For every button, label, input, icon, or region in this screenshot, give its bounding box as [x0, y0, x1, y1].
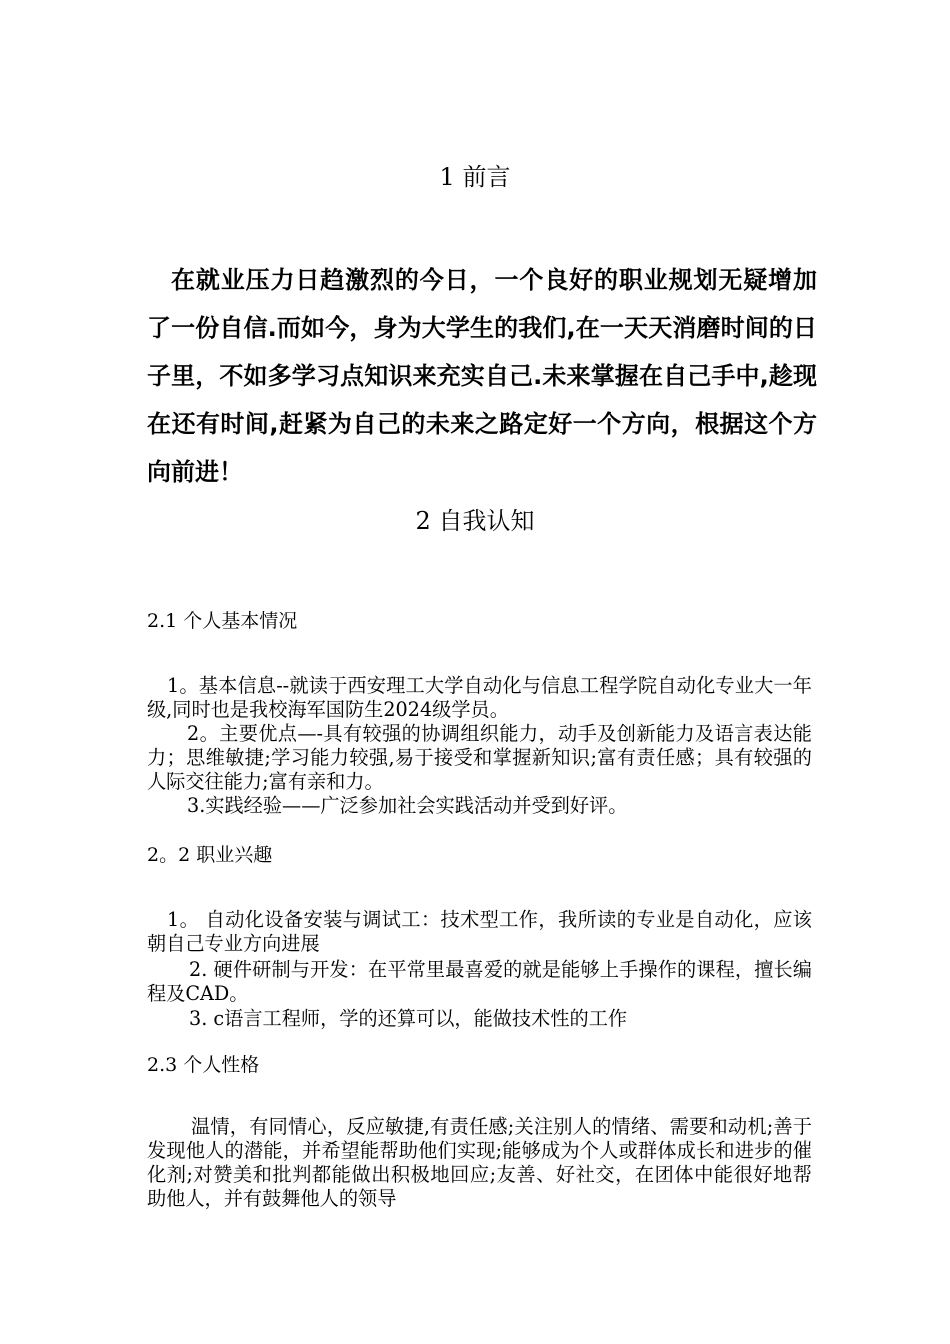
basic-info-item-1: 1。基本信息--就读于西安理工大学自动化与信息工程学院自动化专业大一年级,同时也是我校海军国防生2024级学员。 — [147, 674, 812, 721]
career-interest-item-3: 3. c语言工程师，学的还算可以，能做技术性的工作 — [189, 1007, 628, 1030]
career-interest-item-2: 2. 硬件研制与开发：在平常里最喜爱的就是能够上手操作的课程，擅长编程及CAD。 — [147, 958, 812, 1005]
career-interest-heading: 2。2 职业兴趣 — [147, 844, 273, 866]
basic-info-item-3: 3.实践经验——广泛参加社会实践活动并受到好评。 — [187, 794, 628, 817]
basic-info-item-2: 2。主要优点—-具有较强的协调组织能力，动手及创新能力及语言表达能力；思维敏捷;学习能力较强,易于接受和掌握新知识;富有责任感；具有较强的人际交往能力;富有亲和力。 — [147, 722, 812, 793]
preface-heading: 1 前言 — [439, 163, 511, 191]
personality-paragraph: 温情，有同情心，反应敏捷,有责任感;关注别人的情绪、需要和动机;善于发现他人的潜能，并希望能帮助他们实现;能够成为个人或群体成长和进步的催化剂;对赞美和批判都能做出积极地回应;友善、好社交，在团体中能很好地帮助他人，并有鼓舞他人的领导 — [147, 1115, 812, 1210]
self-awareness-heading: 2 自我认知 — [415, 507, 535, 535]
basic-info-heading: 2.1 个人基本情况 — [147, 610, 298, 632]
career-interest-item-1: 1。 自动化设备安装与调试工：技术型工作，我所读的专业是自动化，应该朝自己专业方向进展 — [147, 908, 812, 955]
personality-heading: 2.3 个人性格 — [147, 1054, 260, 1076]
preface-paragraph: 在就业压力日趋激烈的今日，一个良好的职业规划无疑增加了一份自信.而如今，身为大学生的我们,在一天天消磨时间的日子里，不如多学习点知识来充实自己.未来掌握在自己手中,趁现在还有时间,赶紧为自己的未来之路定好一个方向，根据这个方向前进！ — [147, 266, 817, 486]
